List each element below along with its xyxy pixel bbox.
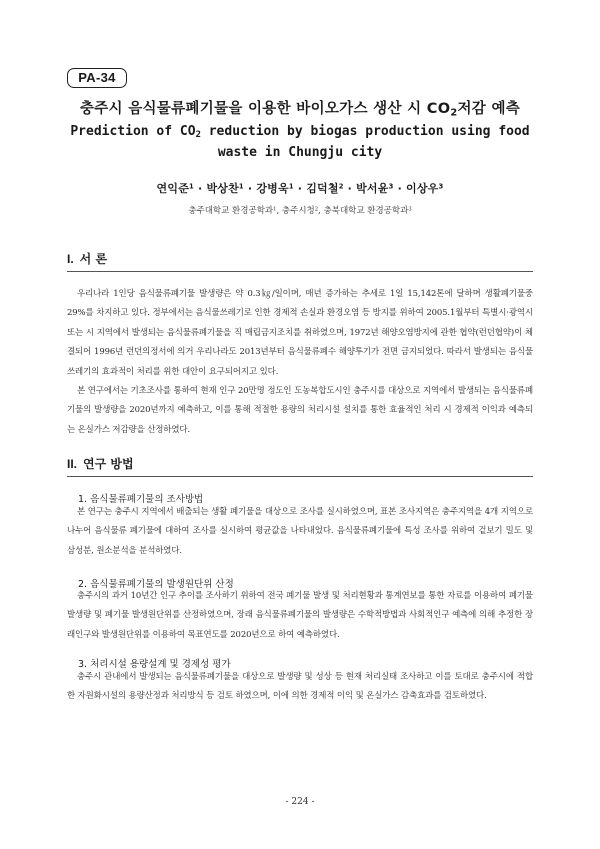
author-separator: · (393, 182, 406, 195)
affiliation-separator: , (318, 206, 324, 216)
author-separator: · (343, 182, 357, 195)
author-separator: · (243, 182, 257, 195)
author-index: 3 (388, 182, 394, 191)
methods-paragraph-3: 충주시 관내에서 발생되는 음식물류폐기물을 대상으로 발생량 및 성상 등 현재 처리실태 조사하고 이를 토대로 충주시에 적합한 자원화시설의 용량산정과 처리방식 등 검토 하였으며, 이에 의한 경제적 이익 및 온실가스 감축효과를 검토하였다. (67, 671, 533, 701)
affiliation-list (0, 204, 600, 216)
page-number: - 224 - (285, 797, 315, 807)
author-index: 1 (189, 182, 194, 191)
author-name: 김덕철 (306, 182, 339, 195)
author-index: 2 (338, 182, 344, 191)
methods-paragraph-1: 본 연구는 충주시 지역에서 배출되는 생활 폐기물을 대상으로 조사를 실시하였으며, 표본 조사지역은 충주지역을 4개 지역으로 나누어 음식물류 폐기물에 대하여 조사를 실시하여 평균값을 나타내었다. 음식물류폐기물에 특성 조사를 위하여 겉보기 밀도 및 삼성분, 원소분석을 분석하였다. (67, 506, 533, 555)
title-korean: 충주시 음식물류폐기물을 이용한 바이오가스 생산 시 $CO_2$저감 예측 (79, 101, 521, 119)
author-index: 1 (238, 182, 244, 191)
affiliation-name: 충북대학교 환경공학과 (323, 206, 409, 216)
intro-paragraph-1: 우리나라 1인당 음식물류폐기물 발생량은 약 0.3㎏/일이며, 매년 증가하는 추세로 1일 15,142톤에 달하며 생활폐기물중 29%를 차지하고 있다. 정부에서는 음식물쓰레기로 인한 경제적 손실과 환경오염 등 방지를 위하여 2005.1월부터 특별시·광역시 또는 시 지역에서 발생되는 음식물류폐기물을 직 매립금지조치를 취하였으며, 1972년 해양오염방지에 관한 협약(런던협약)이 체결되어 1996년 런던의정서에 의거 우리나라도 2013년부터 음식물류폐수 해양투기가 전면 금지되었다. 따라서 발생되는 음식물쓰레기의 효과적이 처리를 위한 대안이 요구되어지고 있다. (67, 288, 533, 376)
author-name: 이상우 (406, 182, 439, 195)
section-title: 서 론 (79, 252, 108, 266)
section-title: 연구 방법 (83, 457, 134, 471)
author-separator: · (293, 182, 307, 195)
section-number: II. (67, 457, 78, 471)
affiliation-name: 충주시청 (281, 206, 315, 216)
author-index: 3 (438, 182, 444, 191)
author-name: 강병욱 (256, 182, 289, 195)
intro-paragraph-2: 본 연구에서는 기초조사를 통하여 현재 인구 20만명 정도인 도농복합도시인 충주시를 대상으로 지역에서 발생되는 음식물류폐기물의 발생량을 2020년까지 예측하고, 이를 통해 적절한 용량의 처리시설 설치를 통한 효율적인 처리 시 경제적 이익과 예측되는 온실가스 저감량을 산정하였다. (67, 385, 533, 434)
subsection-heading-2: 2. 음식물류폐기물의 발생원단위 산정 (78, 579, 234, 590)
title-english: Prediction of $CO_2$ reduction by biogas production using food waste in Chungju city (70, 124, 530, 160)
affiliation-name: 충주대학교 환경공학과 (188, 206, 274, 216)
section-heading-methods (67, 455, 533, 477)
affiliation-index: 2 (314, 206, 319, 213)
subsection-heading-3: 3. 처리시설 용량설계 및 경제성 평가 (78, 659, 231, 670)
affiliation-index: 3 (408, 206, 412, 213)
affiliation-separator: , (276, 206, 282, 216)
affiliation-index: 1 (273, 206, 277, 213)
author-name: 연익준 (156, 182, 190, 195)
section-heading-introduction (67, 250, 533, 272)
author-index: 1 (288, 182, 294, 191)
author-list (0, 180, 600, 196)
paper-id-badge: PA-34 (67, 68, 127, 88)
section-number: I. (67, 252, 74, 266)
methods-paragraph-2: 충주시의 과거 10년간 인구 추이를 조사하기 위하여 전국 폐기물 발생 및 처리현황과 통계연보를 통한 자료를 이용하여 폐기물 발생량 및 폐기물 발생원단위를 산정하였으며, 장래 음식물류폐기물의 발생량은 수학적방법과 사회적인구 예측에 의해 추정한 장래인구와 발생원단위를 이용하여 목표연도를 2020년으로 하여 예측하였다. (67, 590, 533, 639)
author-separator: · (193, 182, 207, 195)
subsection-heading-1: 1. 음식물류폐기물의 조사방법 (78, 494, 204, 505)
author-name: 박상찬 (206, 182, 239, 195)
author-name: 박서윤 (356, 182, 389, 195)
